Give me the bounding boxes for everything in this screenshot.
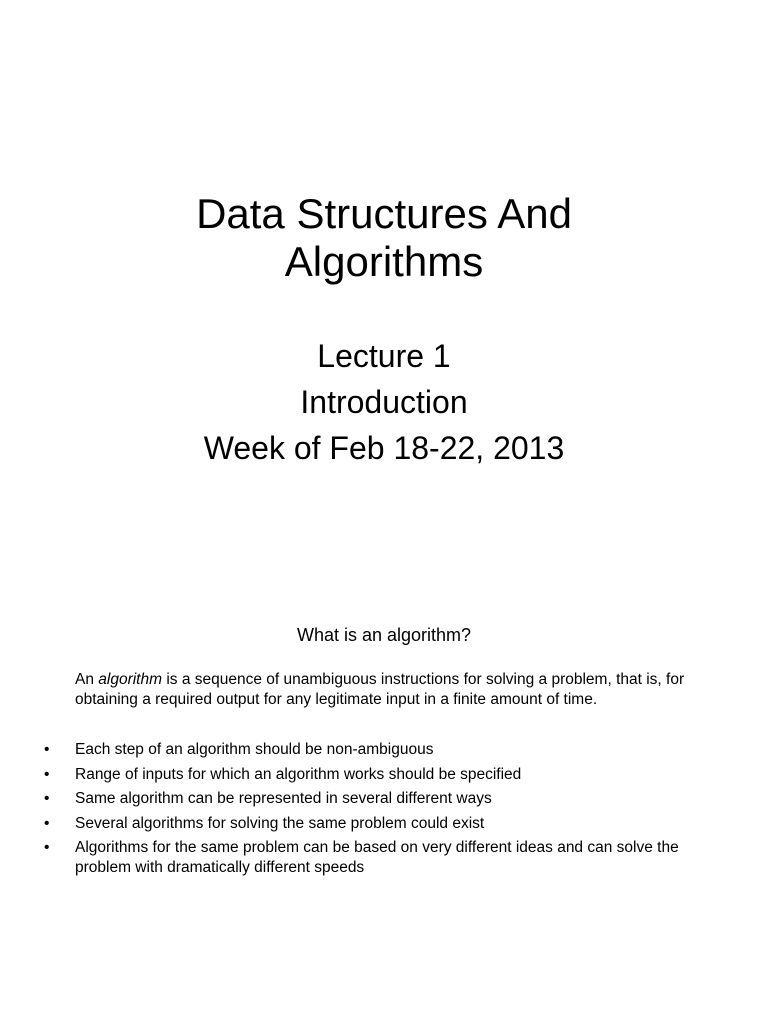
list-item (0, 814, 735, 834)
bullet-icon: • (44, 839, 50, 856)
list-item-text: Algorithms for the same problem can be based on very different ideas and can solve the problem with dramatically different speeds (75, 839, 679, 876)
list-item (0, 789, 735, 809)
list-item-text: Range of inputs for which an algorithm works should be specified (75, 765, 522, 783)
list-item-text: Several algorithms for solving the same problem could exist (75, 814, 485, 832)
lecture-topic: Introduction (300, 384, 468, 420)
algorithm-definition (75, 670, 735, 710)
document-subtitle (0, 333, 768, 471)
lecture-week: Week of Feb 18-22, 2013 (203, 430, 565, 466)
title-line-1: Data Structures And (196, 190, 572, 237)
title-line-2: Algorithms (284, 238, 484, 285)
document-title (0, 190, 768, 286)
bullet-list (0, 740, 768, 883)
list-item (0, 838, 735, 878)
list-item (0, 740, 735, 760)
list-item-text: Each step of an algorithm should be non-ambiguous (75, 741, 434, 758)
list-item-text: Same algorithm can be represented in several different ways (75, 790, 492, 807)
section-heading: What is an algorithm? (296, 625, 472, 645)
bullet-icon: • (44, 765, 50, 783)
definition-prefix: An (75, 671, 99, 688)
bullet-icon: • (44, 814, 50, 832)
bullet-icon: • (44, 741, 50, 758)
definition-suffix: is a sequence of unambiguous instructions for solving a problem, that is, for obtaining a required output for any legitimate input in a finite amount of time. (75, 671, 685, 708)
list-item (0, 765, 735, 785)
definition-term: algorithm (98, 671, 163, 688)
bullet-icon: • (44, 790, 50, 807)
lecture-number: Lecture 1 (317, 338, 451, 374)
